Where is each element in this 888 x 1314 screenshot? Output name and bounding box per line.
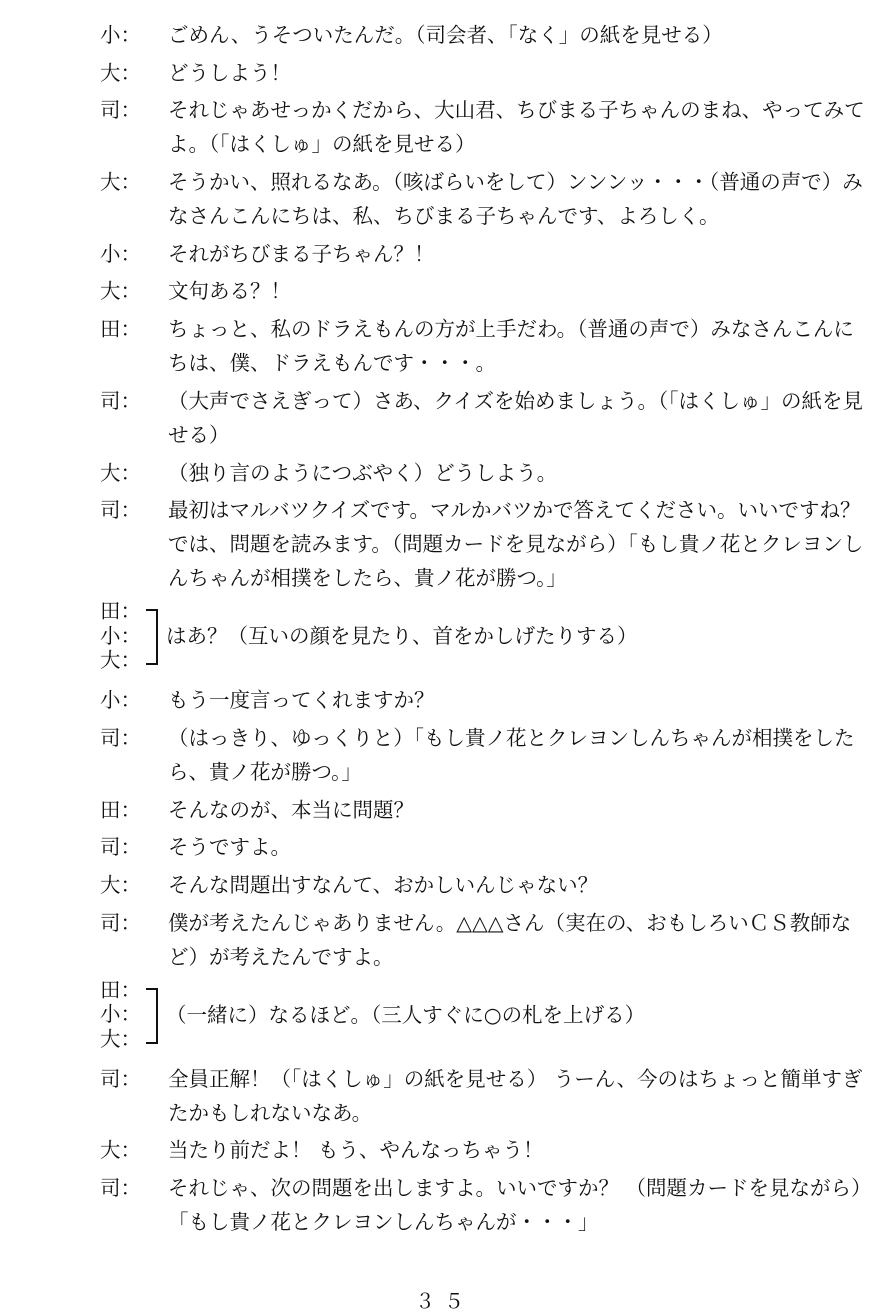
dialogue-text: ごめん、うそついたんだ。（司会者、「なく」の紙を見せる） [168,23,723,47]
dialogue-text: そんなのが、本当に問題？ [168,797,414,822]
dialogue-text: それがちびまる子ちゃん？！ [168,241,435,266]
dialogue-text: そんな問題出すなんて、おかしいんじゃない？ [168,872,599,897]
dialogue-line [100,18,870,52]
speaker-label: 小： [100,688,141,713]
dialogue-text: ちょっと、私のドラえもんの方が上手だわ。（普通の声で）みなさんこんにちは、僕、ドラえもんです・・・。 [168,317,854,376]
speaker-label: 田： [100,599,141,624]
dialogue-text: それじゃ、次の問題を出しますよ。いいですか？ （問題カードを見ながら）「もし貴ノ花とクレヨンしんちゃんが・・・」 [168,1176,862,1234]
dialogue-line [100,456,870,490]
dialogue-line [100,1133,870,1167]
dialogue-line [100,237,870,271]
speaker-label: 大： [100,872,141,897]
dialogue-text: 僕が考えたんじゃありません。△△△さん（実在の、おもしろいＣＳ教師など）が考えたんですよ。 [168,910,852,969]
speaker-label: 田： [100,977,141,1002]
dialogue-text: 当たり前だよ！ もう、やんなっちゃう！ [168,1138,544,1163]
group-speaker-list [100,599,141,673]
dialogue-line [100,793,870,827]
speaker-label: 司： [100,1066,141,1091]
speaker-label: 大： [100,170,141,195]
speaker-label: 司： [100,910,141,935]
dialogue-line [100,1062,870,1130]
speaker-label: 司： [100,498,141,523]
group-dialogue [100,599,870,673]
dialogue-line [100,274,870,308]
dialogue-line [100,721,870,789]
speaker-label: 司： [100,725,141,750]
speaker-label: 大： [100,460,141,485]
dialogue-line [100,93,870,161]
dialogue-text: 最初はマルバツクイズです。マルかバツかで答えてください。いいですね？ では、問題を読みます。（問題カードを見ながら）「もし貴ノ花とクレヨンしんちゃんが相撲をしたら、貴ノ花が勝つ。」 [168,498,864,591]
dialogue-text: （独り言のようにつぶやく）どうしよう。 [168,460,558,485]
dialogue-text: はあ？（互いの顔を見たり、首をかしげたりする） [166,624,638,649]
dialogue-text: そうですよ。 [168,835,291,860]
speaker-label: 大： [100,60,141,85]
dialogue-text: 文句ある？！ [168,279,291,304]
speaker-label: 小： [100,623,141,648]
group-bracket [146,609,158,665]
speaker-label: 田： [100,317,141,342]
speaker-label: 田： [100,797,141,822]
dialogue-line [100,165,870,233]
dialogue-line [100,683,870,717]
speaker-label: 司： [100,388,141,413]
script-body [100,18,870,1243]
dialogue-line [100,56,870,90]
speaker-label: 小： [100,241,141,266]
group-dialogue [100,978,870,1052]
dialogue-text: どうしよう！ [168,60,291,85]
speaker-label: 司： [100,835,141,860]
dialogue-line [100,1171,870,1239]
speaker-label: 司： [100,1176,141,1200]
dialogue-line [100,384,870,452]
speaker-label: 大： [100,1138,141,1163]
speaker-label: 大： [100,648,141,673]
dialogue-text: 全員正解！（「はくしゅ」の紙を見せる） うーん、今のはちょっと簡単すぎたかもしれないなあ。 [168,1066,863,1125]
dialogue-text: （一緒に）なるほど。（三人すぐに○の札を上げる） [166,1002,646,1027]
dialogue-line [100,493,870,595]
dialogue-line [100,868,870,902]
speaker-label: 司： [100,98,141,123]
group-bracket [146,988,158,1044]
dialogue-text: （はっきり、ゆっくりと）「もし貴ノ花とクレヨンしんちゃんが相撲をしたら、貴ノ花が勝つ。」 [168,725,855,784]
speaker-label: 小： [100,1002,141,1027]
speaker-label: 小： [100,23,141,47]
group-speaker-list [100,978,141,1052]
page-number: ３５ [415,1289,473,1313]
dialogue-text: （大声でさえぎって）さあ、クイズを始めましょう。（「はくしゅ」の紙を見せる） [168,388,863,447]
dialogue-line [100,906,870,974]
dialogue-line [100,830,870,864]
dialogue-line [100,312,870,380]
dialogue-text: もう一度言ってくれますか？ [168,688,435,713]
dialogue-text: そうかい、照れるなあ。（咳ばらいをして）ンンンッ・・・（普通の声で）みなさんこんにちは、私、ちびまる子ちゃんです、よろしく。 [168,170,863,229]
dialogue-text: それじゃあせっかくだから、大山君、ちびまる子ちゃんのまね、やってみてよ。（「はくしゅ」の紙を見せる） [168,98,865,157]
speaker-label: 大： [100,279,141,304]
speaker-label: 大： [100,1026,141,1051]
